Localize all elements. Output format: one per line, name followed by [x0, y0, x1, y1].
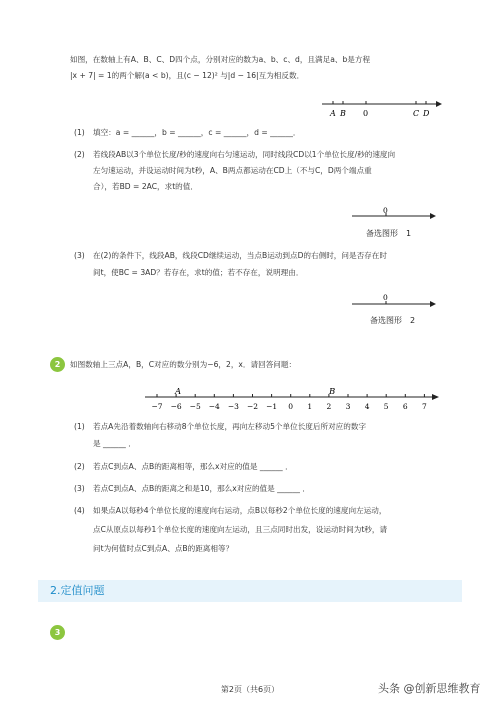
- label-d: D: [423, 109, 430, 118]
- watermark: 头条 @创新思维教育: [378, 682, 481, 695]
- p2-q4-line1: 如果点A以每秒4个单位长度的速度向右运动，点B以每秒2个单位长度的速度向左运动，: [93, 506, 387, 515]
- p1-q3-number: (3): [74, 251, 85, 260]
- p1-q1-number: (1): [74, 128, 85, 137]
- p1-q3-line1: 在(2)的条件下，线段AB，线段CD继续运动，当点B运动到点D的右侧时，问是否存在时: [93, 251, 387, 260]
- p1-stem-line2: |x + 7| = 1的两个解(a < b)，且(c − 12)² 与|d − 16|互为相反数．: [70, 71, 305, 80]
- p2-point-a: A: [175, 387, 182, 397]
- backup1-zero: 0: [383, 206, 388, 215]
- p2-q2-number: (2): [74, 462, 85, 471]
- p1-q2-line3: 合），若BD = 2AC，求t的值．: [93, 182, 198, 191]
- p1-backup-line-1: [348, 206, 436, 228]
- p2-tick-label: −5: [189, 402, 201, 411]
- p2-tick-label: −3: [227, 402, 239, 411]
- label-zero: 0: [363, 109, 369, 118]
- p2-tick-label: 5: [383, 402, 389, 411]
- p1-number-line: [318, 98, 442, 122]
- problem-2-badge: 2: [50, 357, 65, 372]
- p2-tick-label: 3: [345, 402, 351, 411]
- backup-figure-2-caption: 备选图形 2: [370, 316, 416, 325]
- page-number: 第2页（共6页）: [220, 685, 280, 694]
- p2-stem: 如图数轴上三点A，B，C对应的数分别为−6，2，x．请回答问题：: [70, 360, 297, 369]
- p2-q1-line1: 若点A先沿着数轴向右移动8个单位长度，再向左移动5个单位长度后所对应的数字: [93, 422, 367, 431]
- p2-tick-label: −6: [170, 402, 182, 411]
- p2-q4-line2: 点C从原点以每秒1个单位长度的速度向左运动，且三点同时出发，设运动时间为t秒，请: [93, 525, 388, 534]
- p1-q2-line2: 左匀速运动，并设运动时间为t秒，A、B两点都运动在CD上（不与C，D两个端点重: [93, 166, 372, 175]
- problem-3-badge: 3: [50, 625, 65, 640]
- p1-q3-line2: 间t，使BC = 3AD？若存在，求t的值；若不存在，说明理由．: [93, 268, 304, 277]
- p1-q1-text: 填空：a = ______，b = ______，c = ______，d = ______．: [93, 128, 301, 137]
- p2-q1-line2: 是 ______ ．: [93, 439, 136, 448]
- p2-tick-label: 0: [288, 402, 294, 411]
- label-b: B: [340, 109, 346, 118]
- p2-q4-number: (4): [74, 506, 85, 515]
- label-a: A: [330, 109, 336, 118]
- backup-figure-1-caption: 备选图形 1: [366, 229, 412, 238]
- p2-q3-number: (3): [74, 484, 85, 493]
- p2-tick-label: −1: [266, 402, 278, 411]
- p1-q2-line1: 若线段AB以3个单位长度/秒的速度向右匀速运动，同时线段CD以1个单位长度/秒的速度向: [93, 150, 396, 159]
- p2-tick-label: −2: [246, 402, 259, 411]
- p2-tick-label: 1: [307, 402, 313, 411]
- p1-backup-line-2: [348, 292, 436, 314]
- backup2-zero: 0: [383, 293, 388, 302]
- p2-q1-number: (1): [74, 422, 85, 431]
- p2-q4-line3: 问t为何值时点C到点A、点B的距离相等？: [93, 544, 234, 553]
- p1-q2-number: (2): [74, 150, 85, 159]
- p2-tick-label: −4: [208, 402, 220, 411]
- p1-stem-line1: 如图，在数轴上有A、B、C、D四个点，分别对应的数为a、b、c、d，且满足a、b是方程: [70, 55, 371, 64]
- p2-tick-label: 6: [402, 402, 408, 411]
- p2-tick-label: −7: [151, 402, 163, 411]
- label-c: C: [413, 109, 420, 118]
- p2-q2-text: 若点C到点A、点B的距离相等，那么x对应的值是 ______ ．: [93, 462, 293, 471]
- section-heading-title: 2.定值问题: [50, 584, 105, 597]
- p2-tick-label: 2: [326, 402, 332, 411]
- p2-tick-label: 7: [422, 402, 427, 411]
- p2-q3-text: 若点C到点A、点B的距离之和是10，那么x对应的值是 ______ ．: [93, 484, 310, 493]
- p2-number-line: [140, 384, 440, 414]
- p2-tick-label: 4: [364, 402, 370, 411]
- p2-point-b: B: [329, 387, 336, 397]
